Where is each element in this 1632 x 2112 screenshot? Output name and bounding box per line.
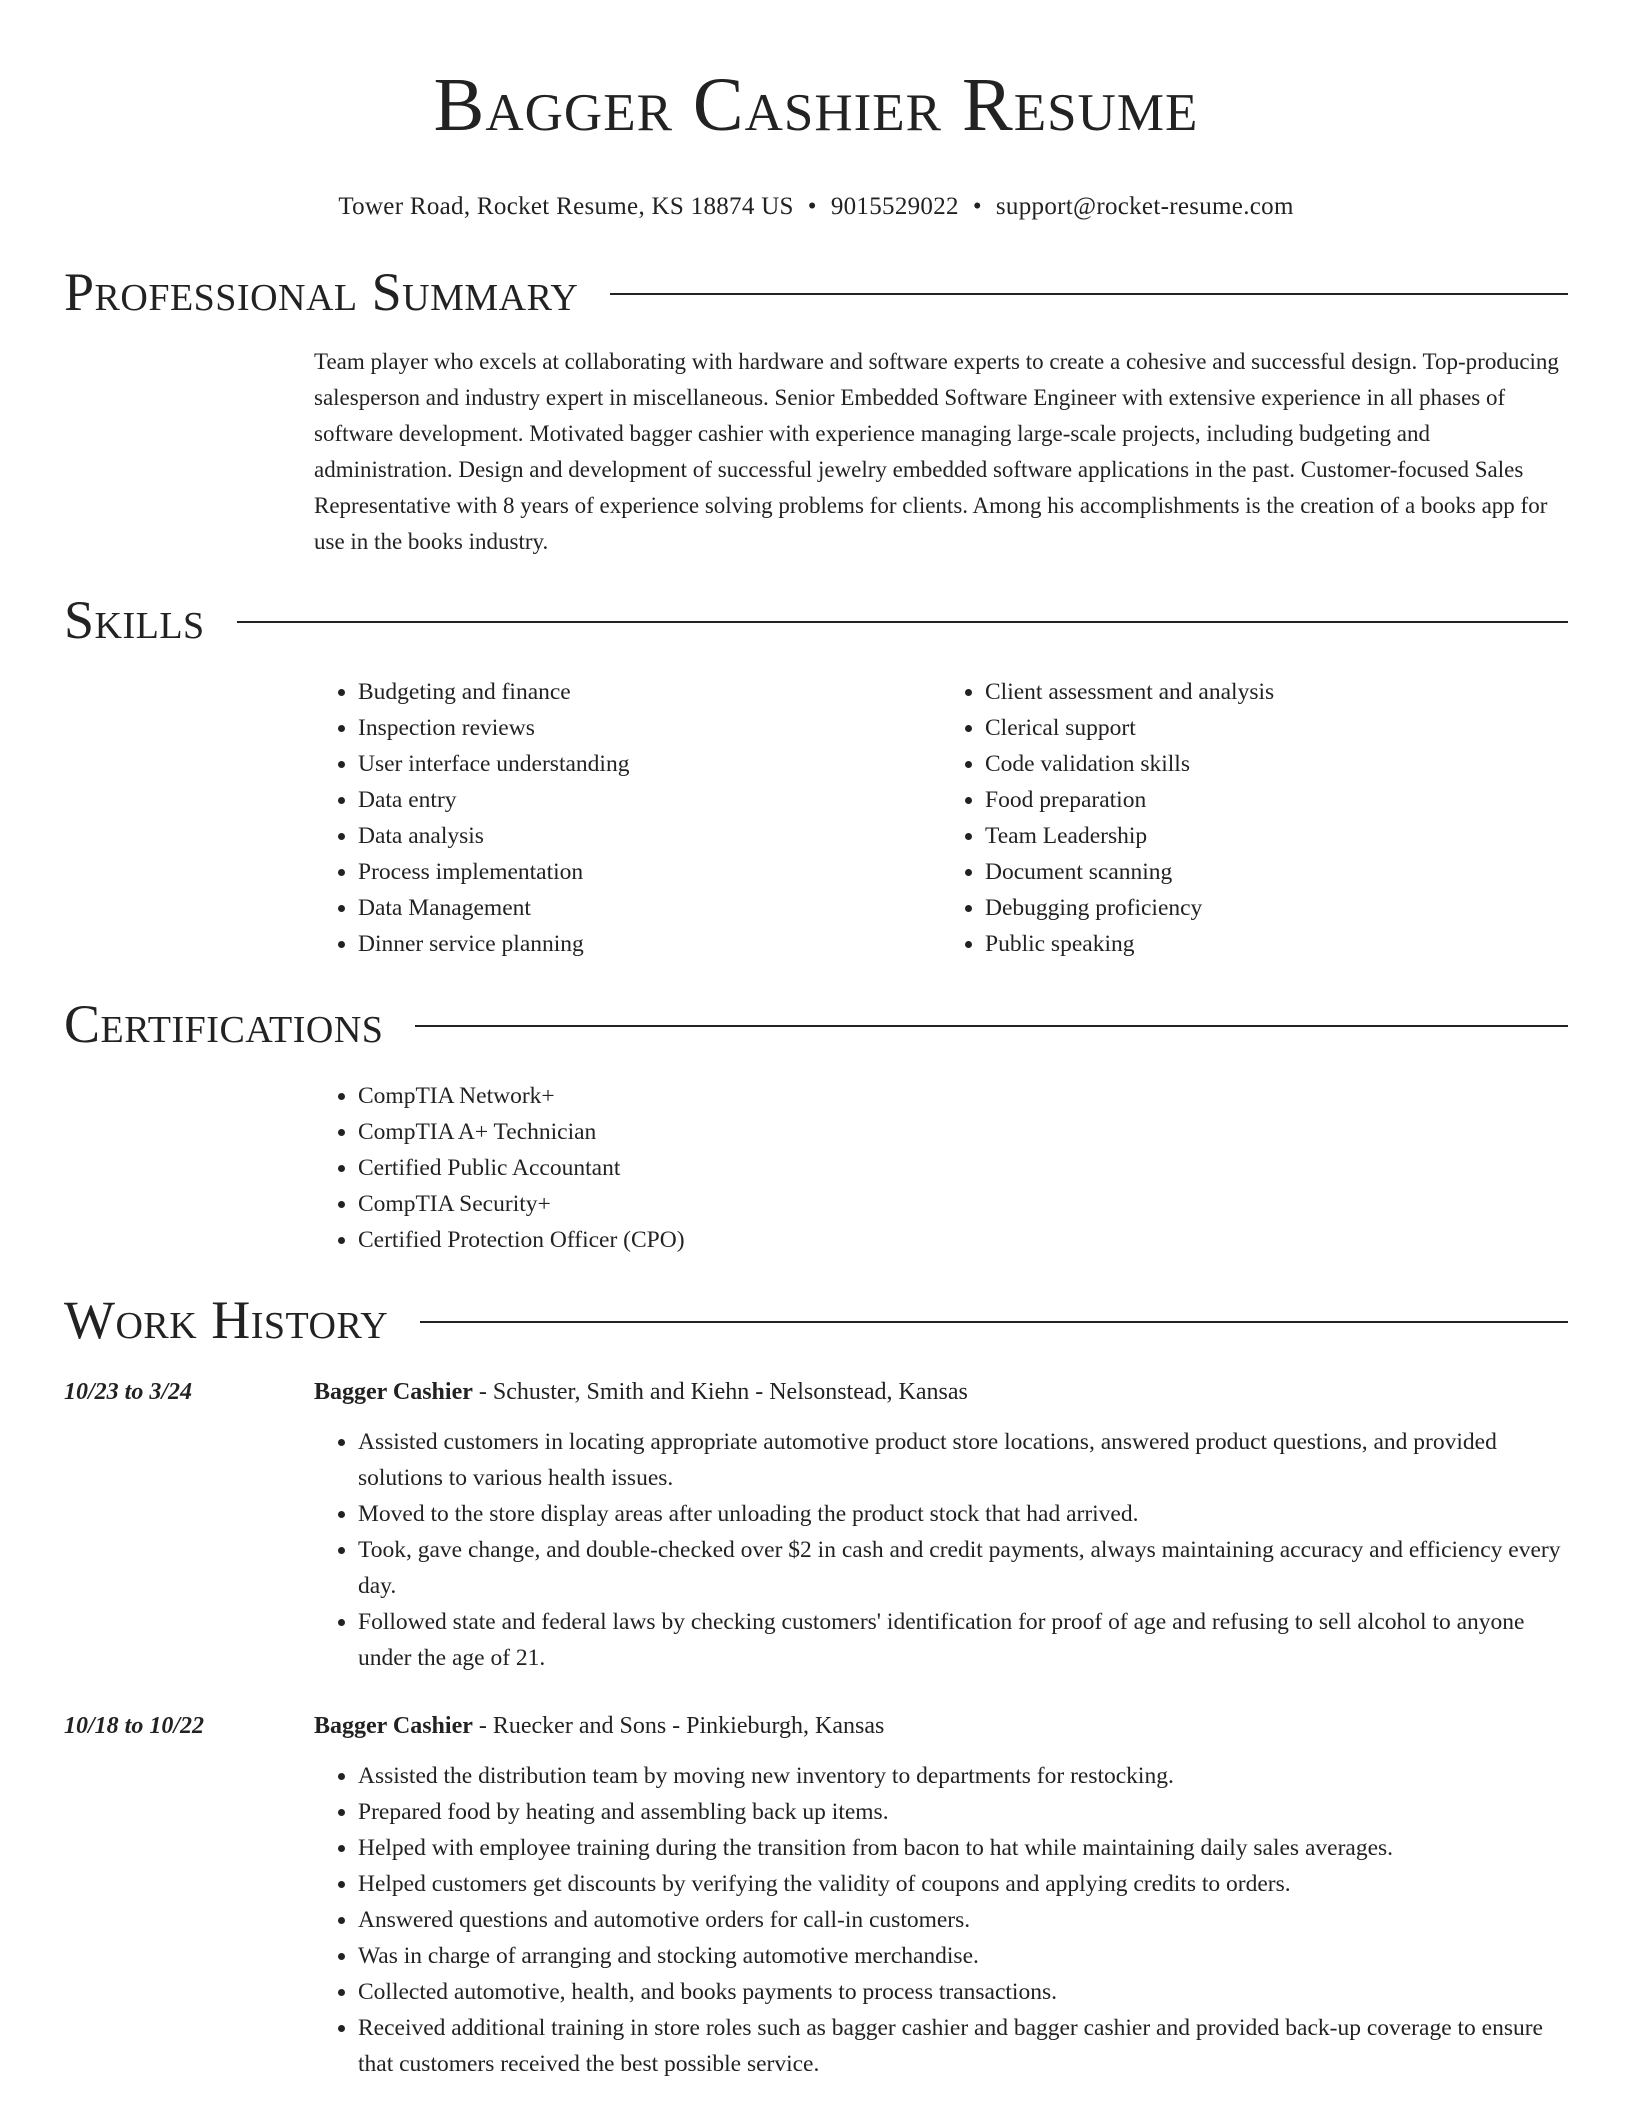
section-divider — [420, 1321, 1568, 1323]
job-header — [64, 1374, 1568, 1410]
skill-item: • Budgeting and finance — [358, 674, 941, 710]
skill-item: • Client assessment and analysis — [985, 674, 1568, 710]
skill-item: • Process implementation — [358, 854, 941, 890]
skill-item: • User interface understanding — [358, 746, 941, 782]
job-bullet: • Followed state and federal laws by checking customers' identification for proof of age and refusing to sell alcohol to anyone under the age of 21. — [358, 1604, 1568, 1676]
contact-separator: • — [807, 193, 817, 220]
job-bullet: • Was in charge of arranging and stocking automotive merchandise. — [358, 1938, 1568, 1974]
job-bullet: • Helped with employee training during the transition from bacon to hat while maintaining daily sales averages. — [358, 1830, 1568, 1866]
page-title: Bagger Cashier Resume — [433, 63, 1199, 147]
job-heading-line — [314, 1374, 968, 1410]
skill-item: • Food preparation — [985, 782, 1568, 818]
skill-item: • Data analysis — [358, 818, 941, 854]
job-bullet-list — [314, 1758, 1568, 2082]
job-title: Bagger Cashier — [314, 1379, 473, 1405]
summary-text: Team player who excels at collaborating with hardware and software experts to create a cohesive and successful design. Top-producing salesperson and industry expert in miscellaneous. Senior Embedded Software Engineer with extensive experience in all phases of software development. Motivated bagger cashier with experience managing large-scale projects, including budgeting and administration. Design and development of successful jewelry embedded software applications in the past. Customer-focused Sales Representative with 8 years of experience solving problems for clients. Among his accomplishments is the creation of a books app for use in the books industry. — [314, 349, 1559, 554]
section-divider — [237, 621, 1568, 623]
skills-grid — [314, 674, 1568, 962]
job-header — [64, 1708, 1568, 1744]
certifications-section-header — [64, 992, 1568, 1056]
certifications-list — [314, 1078, 1568, 1258]
skill-item: • Data entry — [358, 782, 941, 818]
certification-item: • CompTIA Security+ — [358, 1186, 1568, 1222]
work-section-header — [64, 1288, 1568, 1352]
skill-item: • Debugging proficiency — [985, 890, 1568, 926]
contact-email: support@rocket-resume.com — [995, 193, 1294, 220]
skills-list-right — [941, 674, 1568, 962]
job-title: Bagger Cashier — [314, 1713, 473, 1739]
job-bullet: • Assisted the distribution team by moving new inventory to departments for restocking. — [358, 1758, 1568, 1794]
job-bullet: • Moved to the store display areas after unloading the product stock that had arrived. — [358, 1496, 1568, 1532]
skill-item: • Clerical support — [985, 710, 1568, 746]
skill-item: • Inspection reviews — [358, 710, 941, 746]
certification-item: • Certified Protection Officer (CPO) — [358, 1222, 1568, 1258]
skills-section-header — [64, 588, 1568, 652]
job-dates: 10/23 to 3/24 — [64, 1379, 193, 1405]
skill-item: • Data Management — [358, 890, 941, 926]
job-bullet: • Prepared food by heating and assembling back up items. — [358, 1794, 1568, 1830]
certification-item: • Certified Public Accountant — [358, 1150, 1568, 1186]
job-bullet: • Collected automotive, health, and books payments to process transactions. — [358, 1974, 1568, 2010]
job-employer-location: - Ruecker and Sons - Pinkieburgh, Kansas — [472, 1713, 885, 1739]
certification-item: • CompTIA Network+ — [358, 1078, 1568, 1114]
skill-item: • Code validation skills — [985, 746, 1568, 782]
skill-item: • Team Leadership — [985, 818, 1568, 854]
contact-separator: • — [972, 193, 982, 220]
work-heading: Work History — [64, 1290, 389, 1350]
job-employer-location: - Schuster, Smith and Kiehn - Nelsonstead, Kansas — [472, 1379, 968, 1405]
summary-heading: Professional Summary — [64, 262, 579, 322]
skills-list-left — [314, 674, 941, 962]
job-bullet: • Assisted customers in locating appropriate automotive product store locations, answered product questions, and provided solutions to various health issues. — [358, 1424, 1568, 1496]
job-bullet: • Helped customers get discounts by verifying the validity of coupons and applying credits to orders. — [358, 1866, 1568, 1902]
section-divider — [415, 1025, 1568, 1027]
job-entry — [64, 1708, 1568, 2082]
contact-address: Tower Road, Rocket Resume, KS 18874 US — [338, 193, 794, 220]
job-dates: 10/18 to 10/22 — [64, 1713, 205, 1739]
certifications-heading: Certifications — [64, 994, 384, 1054]
contact-line — [64, 192, 1568, 222]
job-entry — [64, 1374, 1568, 1676]
section-divider — [610, 293, 1568, 295]
certification-item: • CompTIA A+ Technician — [358, 1114, 1568, 1150]
summary-section-header — [64, 260, 1568, 324]
job-bullet: • Took, gave change, and double-checked over $2 in cash and credit payments, always maintaining accuracy and efficiency every day. — [358, 1532, 1568, 1604]
skill-item: • Document scanning — [985, 854, 1568, 890]
contact-phone: 9015529022 — [830, 193, 959, 220]
skill-item: • Public speaking — [985, 926, 1568, 962]
job-bullet-list — [314, 1424, 1568, 1676]
skill-item: • Dinner service planning — [358, 926, 941, 962]
job-heading-line — [314, 1708, 884, 1744]
skills-heading: Skills — [64, 590, 205, 650]
job-bullet: • Received additional training in store roles such as bagger cashier and bagger cashier and provided back-up coverage to ensure that customers received the best possible service. — [358, 2010, 1568, 2082]
job-bullet: • Answered questions and automotive orders for call-in customers. — [358, 1902, 1568, 1938]
